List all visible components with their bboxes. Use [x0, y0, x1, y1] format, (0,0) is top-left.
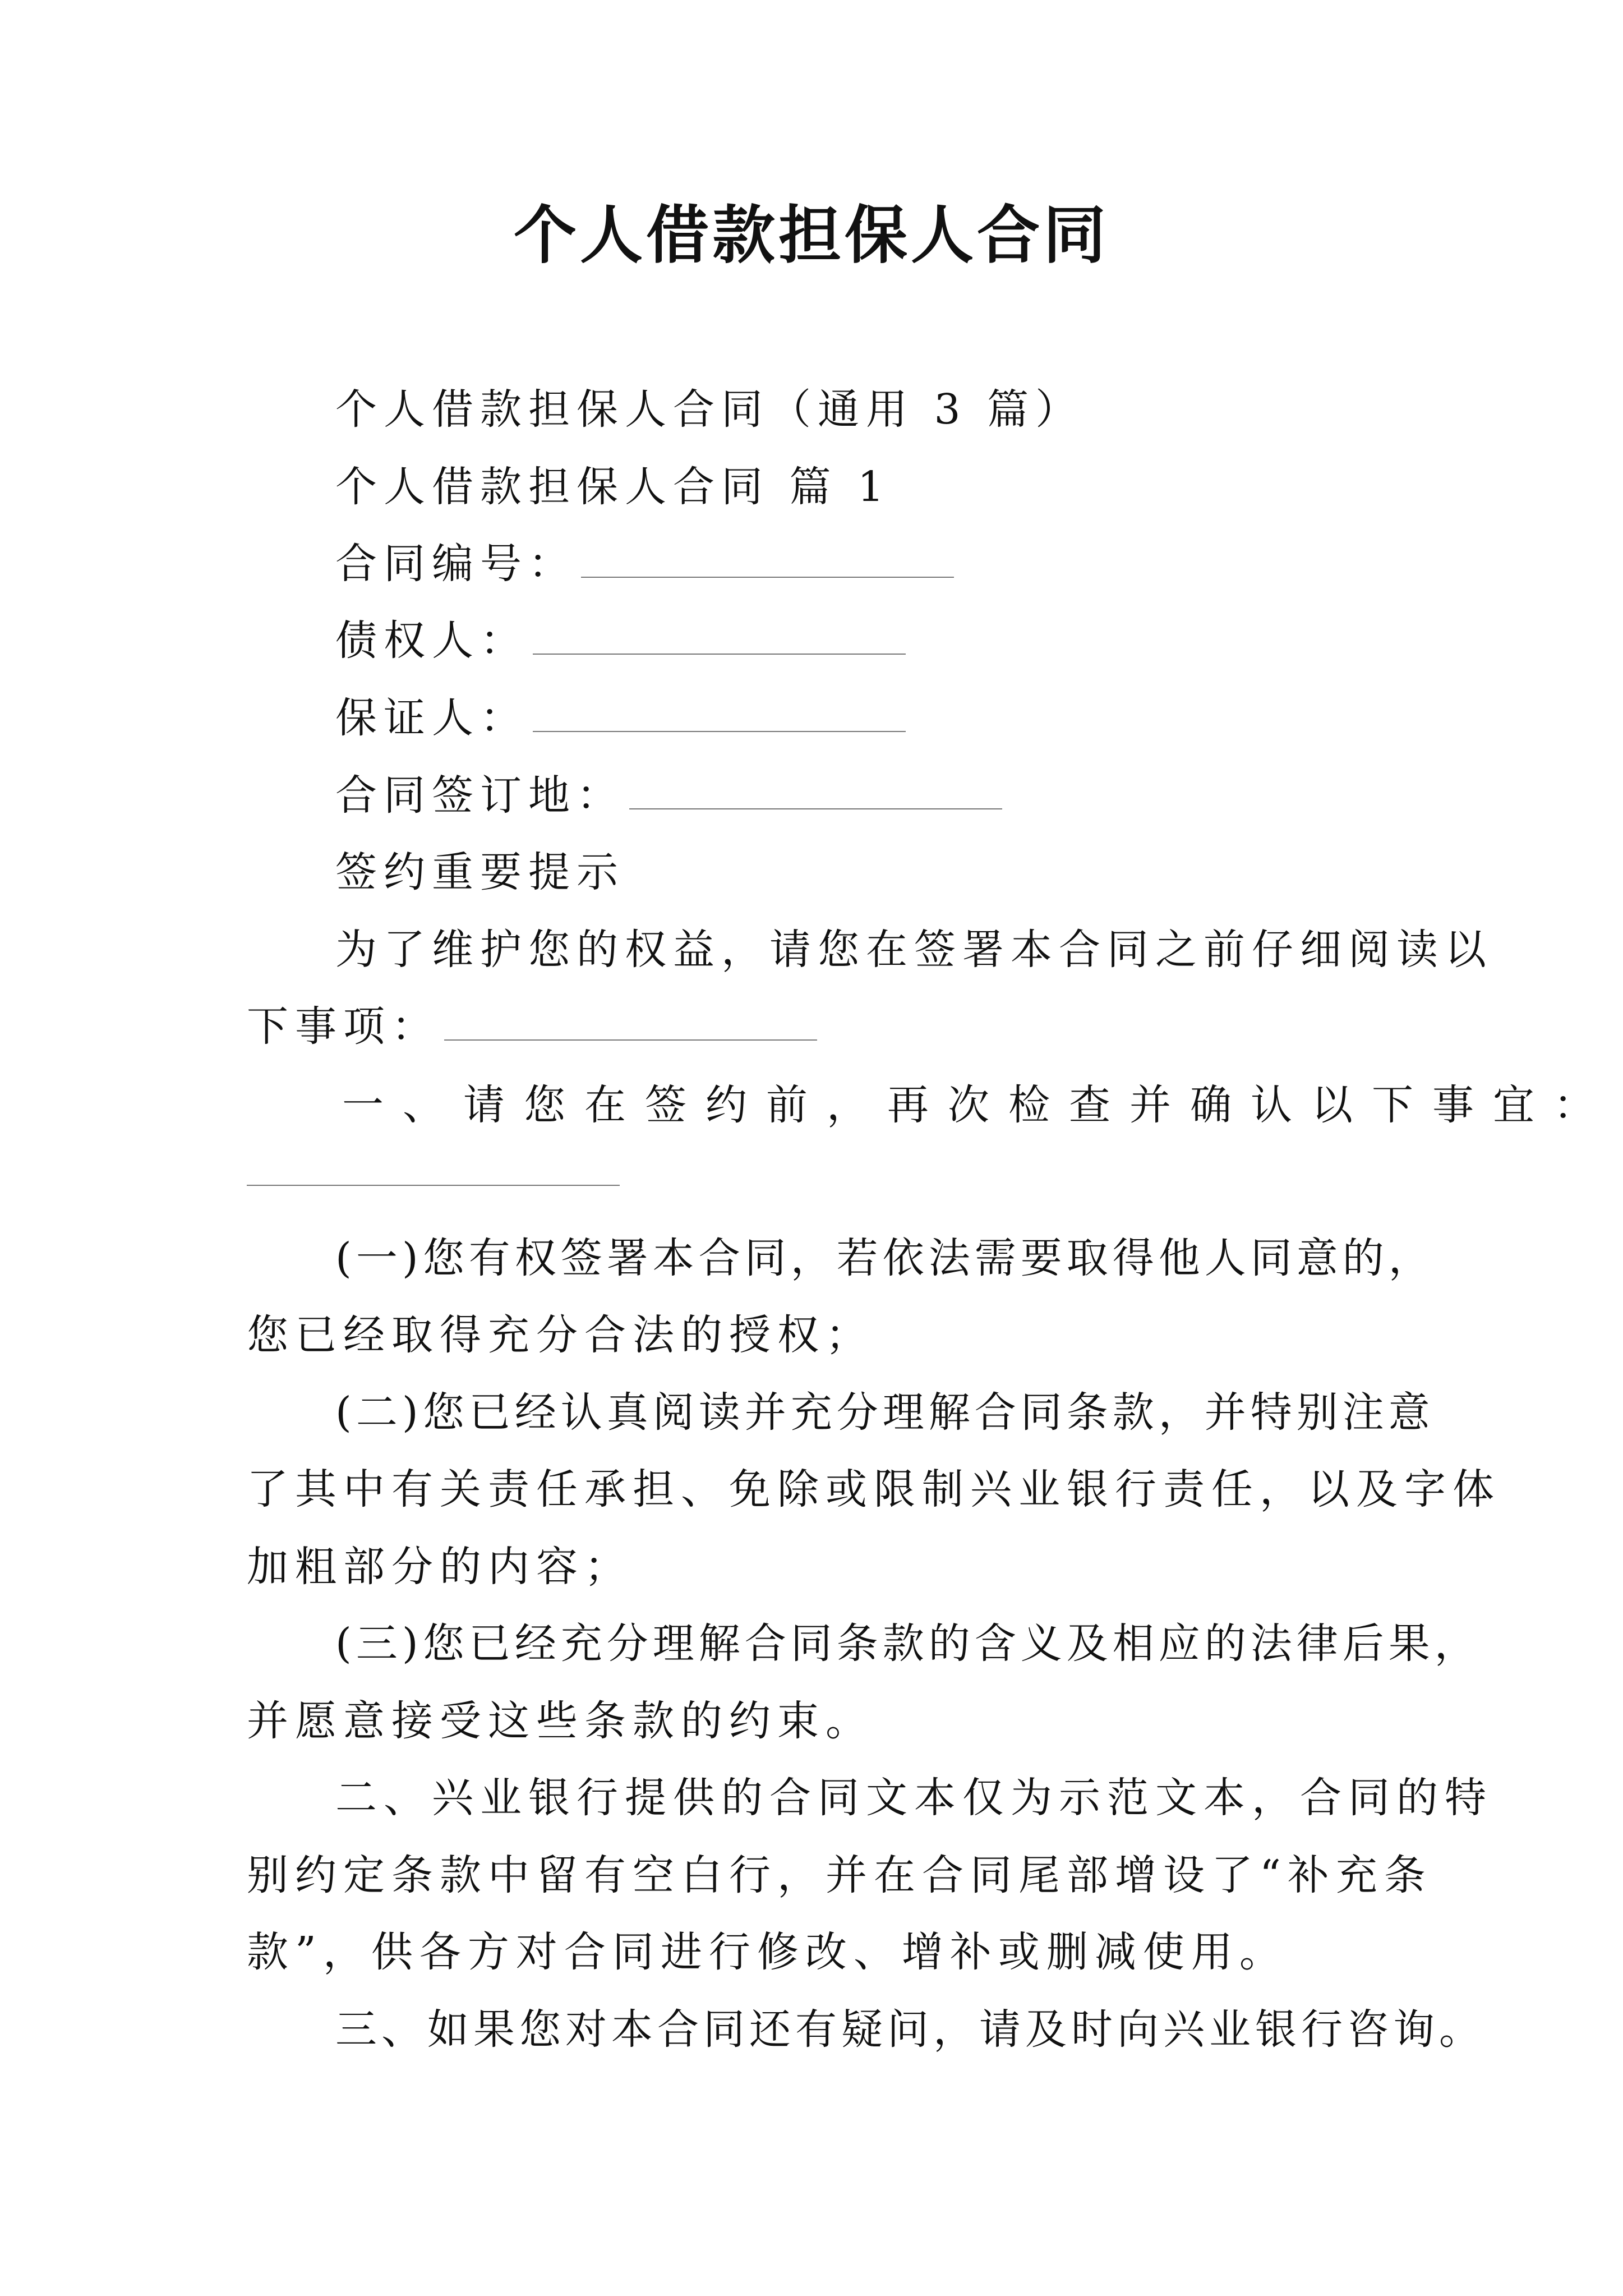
item-2-line-2: 了其中有关责任承担、免除或限制兴业银行责任，以及字体 [247, 1465, 1501, 1513]
item-1-line-1: (一)您有权签署本合同，若依法需要取得他人同意的， [335, 1234, 1435, 1282]
item-1-line-2: 您已经取得充分合法的授权； [247, 1311, 874, 1359]
section-2-line-1: 二、兴业银行提供的合同文本仅为示范文本，合同的特 [335, 1774, 1493, 1822]
document-title: 个人借款担保人合同 [514, 199, 1109, 272]
item-2-line-3: 加粗部分的内容； [247, 1543, 633, 1591]
guarantor-blank [533, 697, 906, 732]
section-1-blank [247, 1185, 620, 1186]
document-subtitle: 个人借款担保人合同（通用 3 篇） [335, 385, 1084, 434]
intro-blank [444, 1006, 817, 1041]
guarantor-label: 保证人： [335, 694, 528, 742]
guarantor-field [335, 690, 906, 746]
creditor-label: 债权人： [335, 616, 528, 665]
item-3-line-1: (三)您已经充分理解合同条款的含义及相应的法律后果， [335, 1619, 1481, 1668]
creditor-blank [533, 620, 906, 655]
contract-number-field [335, 536, 954, 592]
intro-line-2-field [247, 999, 817, 1055]
item-2-line-1: (二)您已经认真阅读并充分理解合同条款，并特别注意 [335, 1388, 1435, 1437]
signing-place-blank [629, 775, 1002, 809]
section-3-line-1: 三、如果您对本合同还有疑问，请及时向兴业银行咨询。 [335, 2005, 1485, 2054]
intro-line-2: 下事项： [247, 1002, 440, 1051]
creditor-field [335, 613, 906, 669]
part-heading: 个人借款担保人合同 篇 1 [335, 463, 891, 511]
contract-number-label: 合同编号： [335, 540, 577, 588]
section-1-heading: 一、请您在签约前，再次检查并确认以下事宜： [342, 1081, 1614, 1129]
signing-place-field [335, 767, 1002, 823]
notice-heading: 签约重要提示 [335, 848, 625, 896]
signing-place-label: 合同签订地： [335, 771, 625, 820]
item-3-line-2: 并愿意接受这些条款的约束。 [247, 1697, 874, 1745]
contract-number-blank [581, 543, 954, 578]
intro-line-1: 为了维护您的权益，请您在签署本合同之前仔细阅读以 [335, 926, 1493, 974]
section-2-line-2: 别约定条款中留有空白行，并在合同尾部增设了“补充条 [247, 1851, 1432, 1899]
section-2-line-3: 款”，供各方对合同进行修改、增补或删减使用。 [247, 1928, 1288, 1976]
